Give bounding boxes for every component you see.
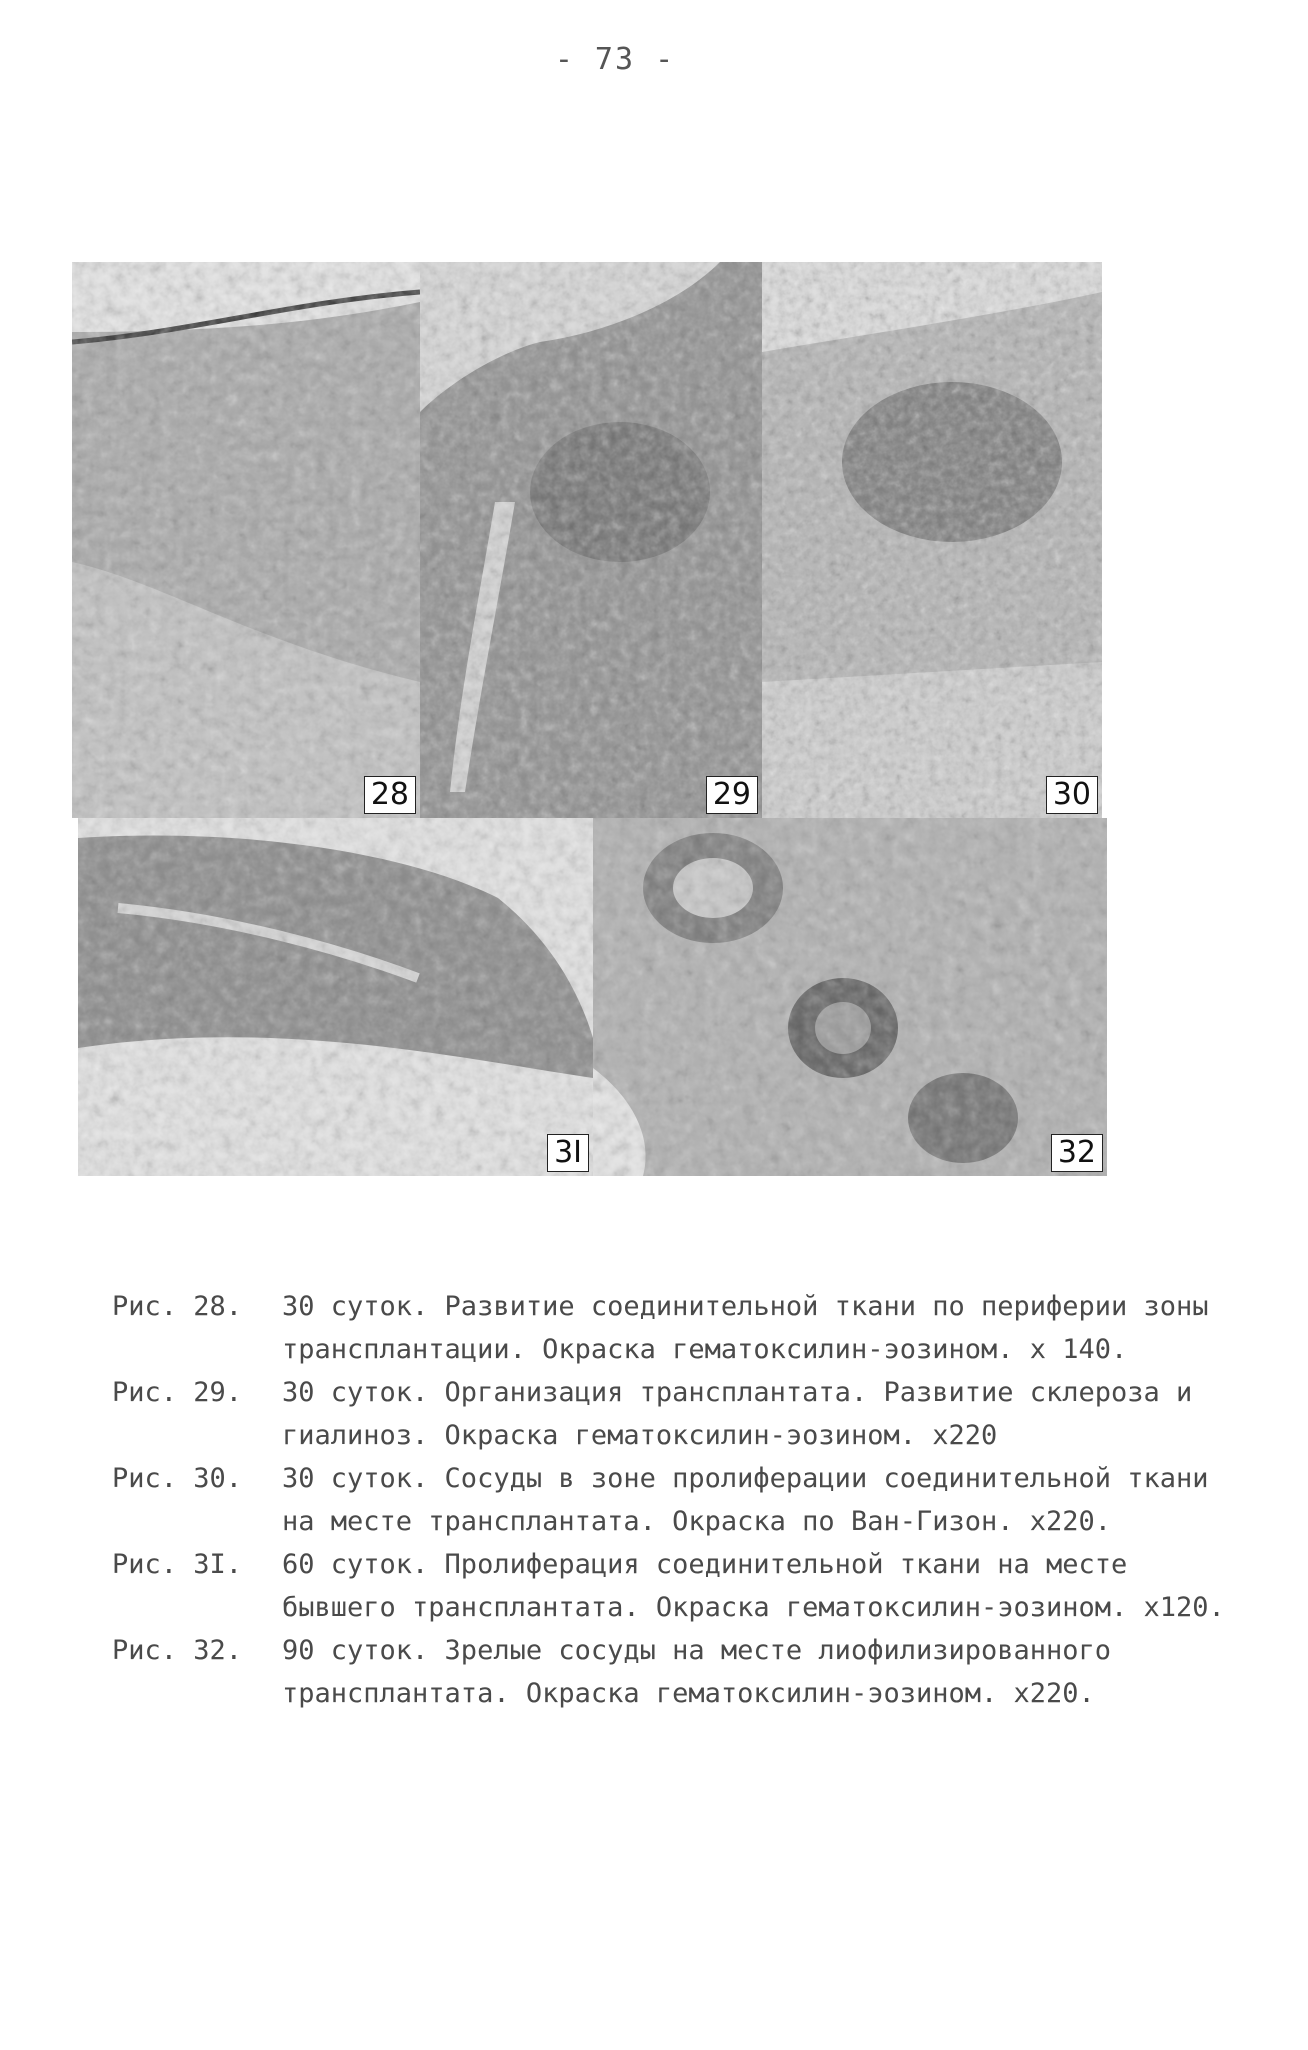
caption-text: 90 суток. Зрелые сосуды на месте лиофилизированного трансплантата. Окраска гематоксилин-эозином. х220. [282, 1635, 1112, 1709]
caption-number: Рис. 30. [112, 1463, 243, 1494]
caption-number: Рис. 28. [112, 1291, 243, 1322]
micrograph-30 [762, 262, 1102, 818]
caption-31 [112, 1543, 1252, 1629]
plate-label-31: 3I [547, 1134, 589, 1172]
micrograph-28-image [72, 262, 420, 818]
micrograph-31-image [78, 818, 593, 1176]
caption-text: 30 суток. Сосуды в зоне пролиферации соединительной ткани на месте трансплантата. Окраска по Ван-Гизон. х220. [282, 1463, 1209, 1537]
page-number: - 73 - [554, 42, 676, 77]
caption-28 [112, 1285, 1252, 1371]
figure-captions [112, 1285, 1252, 1715]
caption-number: Рис. 32. [112, 1635, 243, 1666]
caption-number: Рис. 29. [112, 1377, 243, 1408]
micrograph-28 [72, 262, 420, 818]
micrograph-32 [593, 818, 1107, 1176]
caption-text: 30 суток. Организация трансплантата. Развитие склероза и гиалиноз. Окраска гематоксилин-эозином. х220 [282, 1377, 1193, 1451]
caption-text: 60 суток. Пролиферация соединительной ткани на месте бывшего трансплантата. Окраска гематоксилин-эозином. х120. [282, 1549, 1225, 1623]
plate-label-29: 29 [706, 776, 758, 814]
micrograph-29-image [420, 262, 762, 818]
micrograph-31 [78, 818, 593, 1176]
plate-label-32: 32 [1051, 1134, 1103, 1172]
caption-number: Рис. 3I. [112, 1549, 243, 1580]
plate-label-28: 28 [364, 776, 416, 814]
caption-text: 30 суток. Развитие соединительной ткани по периферии зоны трансплантации. Окраска гематоксилин-эозином. х 140. [282, 1291, 1209, 1365]
micrograph-32-image [593, 818, 1107, 1176]
micrograph-29 [420, 262, 762, 818]
caption-30 [112, 1457, 1252, 1543]
caption-32 [112, 1629, 1252, 1715]
plate-label-30: 30 [1046, 776, 1098, 814]
micrograph-30-image [762, 262, 1102, 818]
caption-29 [112, 1371, 1252, 1457]
